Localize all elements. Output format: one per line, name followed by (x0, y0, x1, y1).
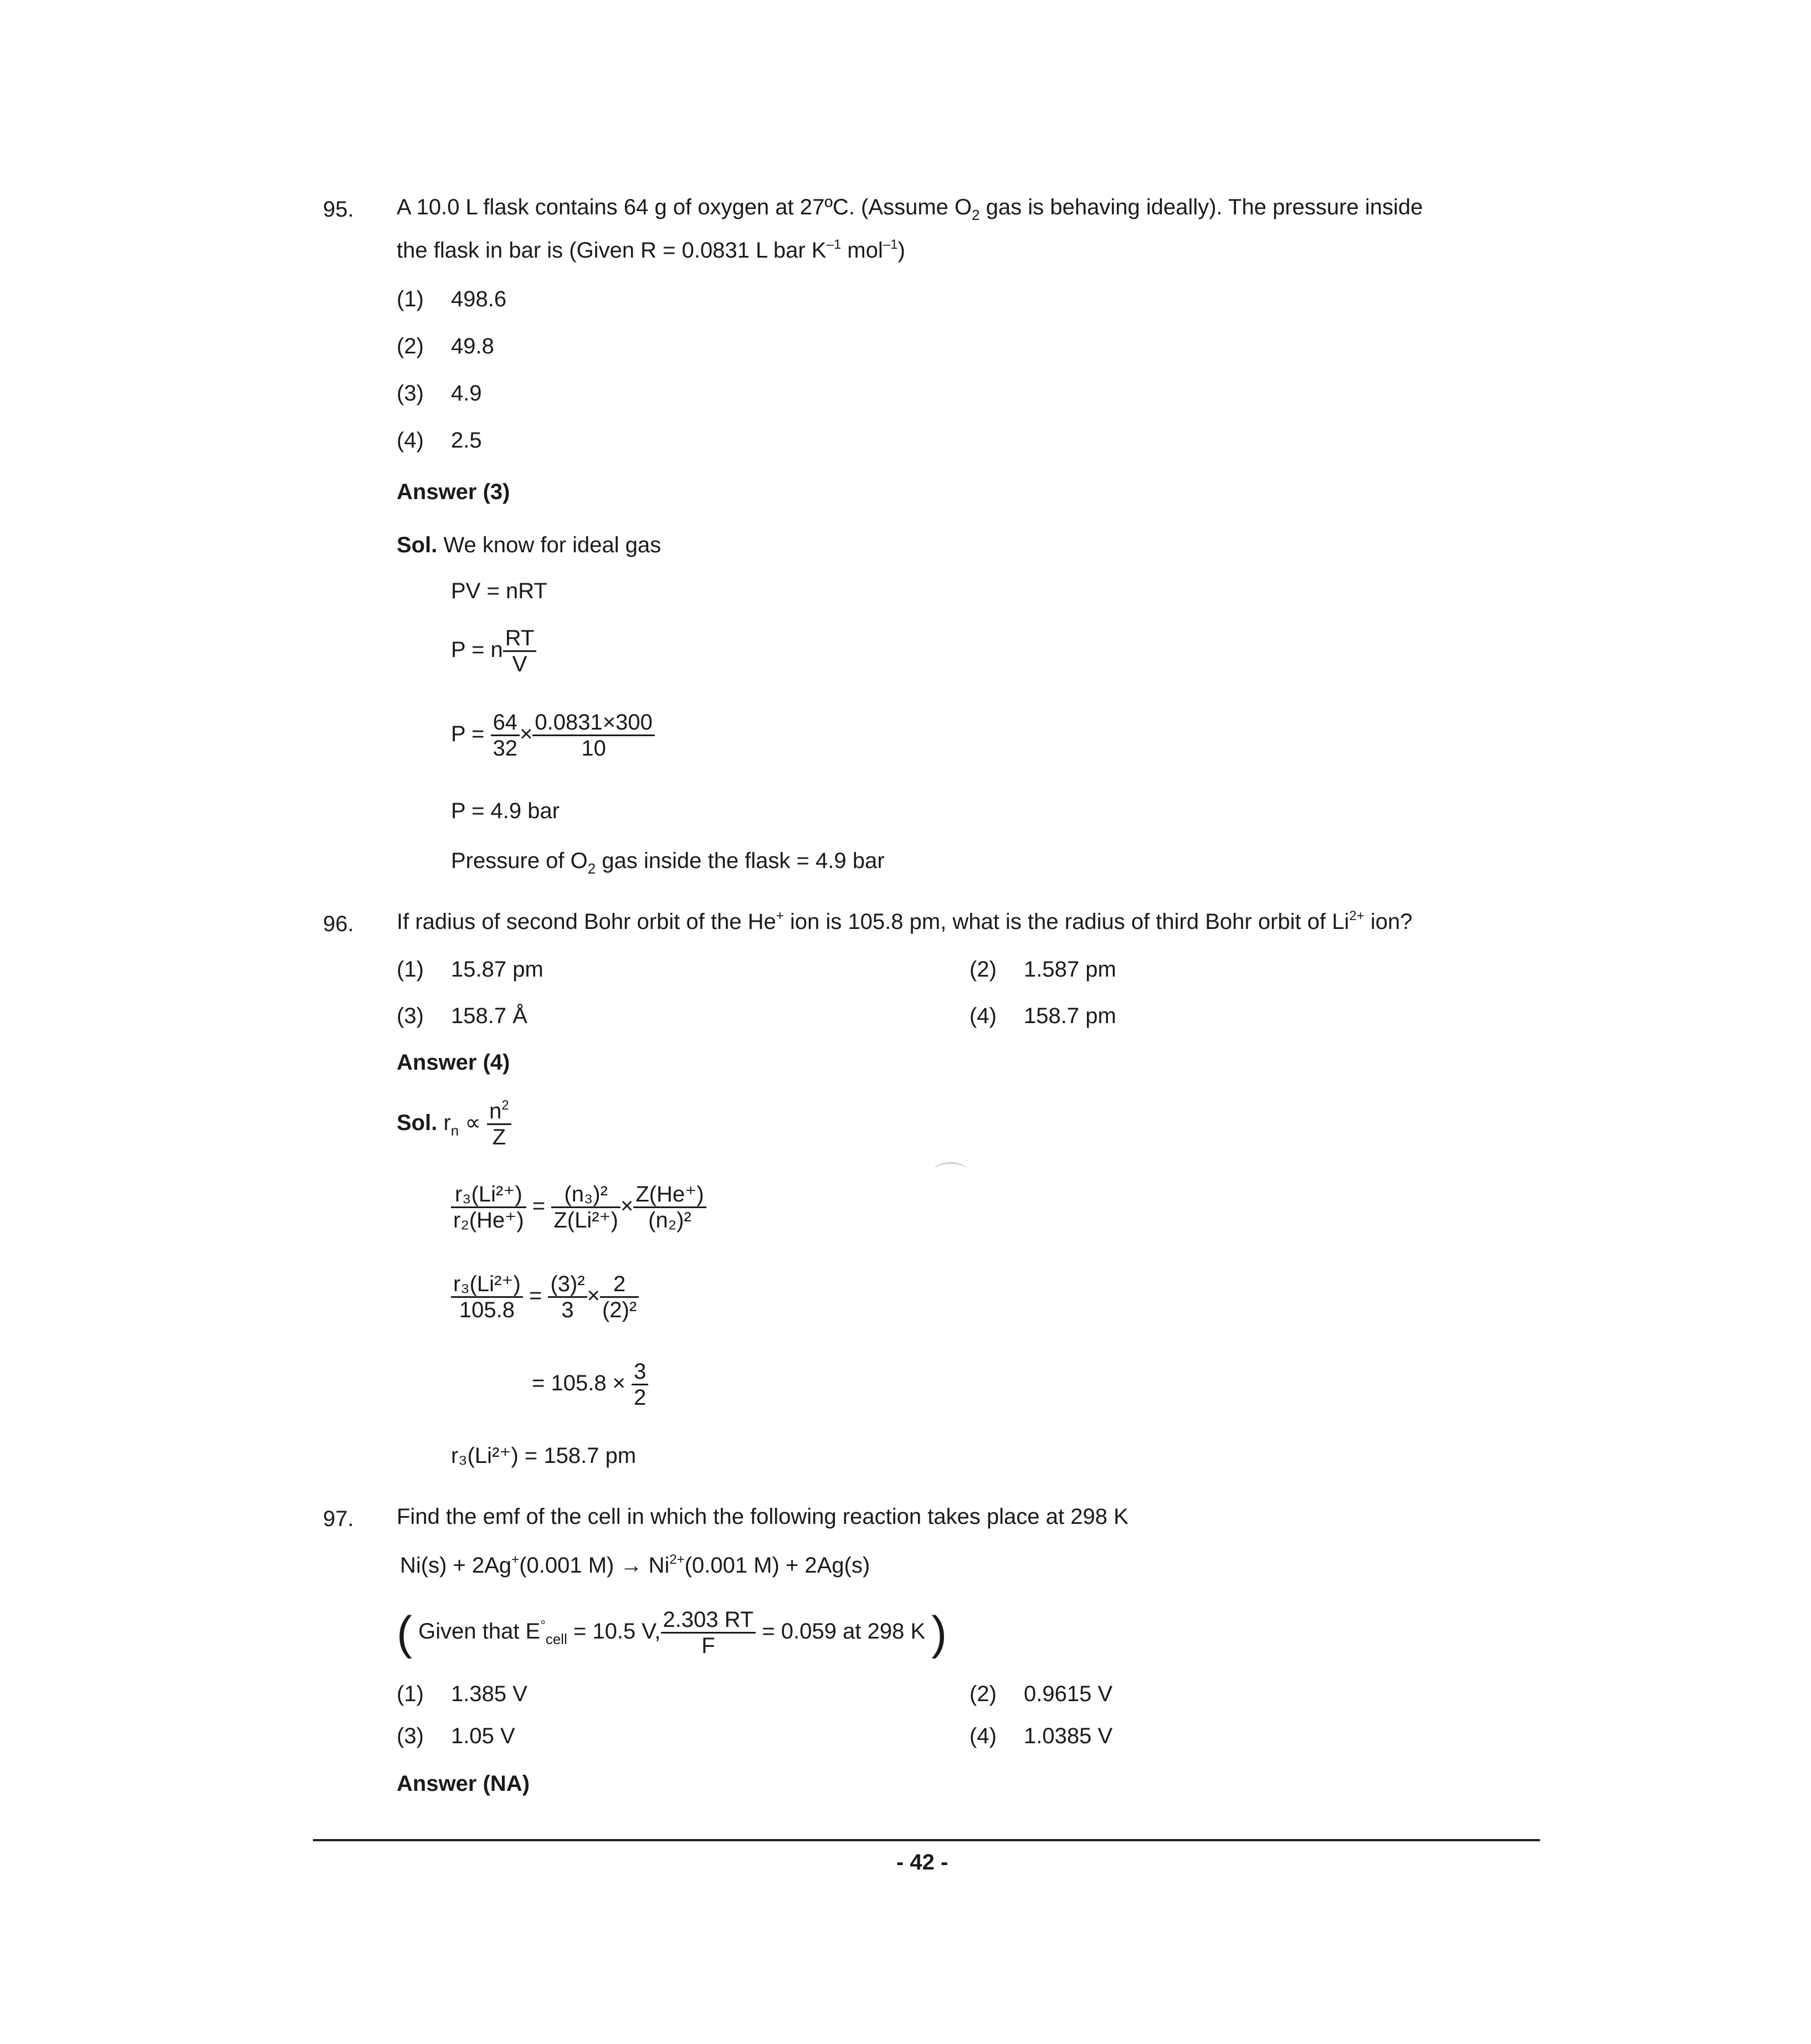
times-sign: × (587, 1283, 601, 1308)
equation-p-n-rt-over-v (451, 626, 536, 676)
q95-text-b: gas is behaving ideally). The pressure inside (979, 195, 1423, 219)
o2-subscript: 2 (587, 860, 596, 877)
equation-ratio-general (451, 1182, 706, 1232)
question-number-97: 97. (323, 1507, 354, 1531)
option-row (397, 286, 424, 312)
times-sign: × (520, 722, 533, 747)
fraction (451, 1272, 523, 1322)
numerator: r₃(Li²⁺) (451, 1272, 523, 1298)
reaction-part-c: (0.001 M) + 2Ag(s) (684, 1553, 870, 1578)
option-label: (3) (397, 381, 424, 405)
question-95-text-line-1 (397, 194, 1423, 223)
solution-95-intro (397, 532, 661, 558)
numerator: (n₃)² (551, 1182, 620, 1208)
denominator: (2)² (602, 1298, 637, 1322)
given-condition (397, 1608, 947, 1658)
scan-smudge (934, 1162, 967, 1178)
equals-sign: = (529, 1283, 542, 1308)
option-text: 158.7 Å (451, 1004, 527, 1028)
option-text: 15.87 pm (451, 957, 543, 982)
denominator: Z (492, 1125, 506, 1149)
solution-label: Sol. (397, 533, 438, 557)
denominator: F (701, 1634, 715, 1658)
denominator: 105.8 (459, 1298, 515, 1322)
option-text: 4.9 (451, 381, 482, 405)
denominator: 10 (581, 736, 606, 761)
conclusion-text-b: gas inside the flask = 4.9 bar (596, 849, 885, 873)
option-label: (4) (397, 428, 424, 453)
standard-symbol: ° (540, 1618, 546, 1634)
q95-o2-subscript: 2 (972, 207, 980, 223)
q96-text-c: ion? (1364, 910, 1413, 934)
option-label: (2) (397, 334, 424, 358)
option-text: 1.587 pm (1024, 957, 1116, 982)
given-text-a: Given that E (418, 1619, 541, 1644)
numerator: 2 (600, 1272, 639, 1298)
fraction (632, 1359, 648, 1410)
fraction (487, 1099, 511, 1149)
reaction-part-b: (0.001 M) → Ni (519, 1553, 670, 1578)
equation-intermediate (532, 1359, 648, 1410)
equation-p-result: P = 4.9 bar (451, 799, 560, 823)
li-charge: 2+ (1349, 908, 1364, 923)
denominator: 32 (492, 736, 518, 761)
reaction-part-a: Ni(s) + 2Ag (400, 1553, 512, 1578)
fraction (548, 1272, 587, 1322)
option-row (397, 380, 424, 407)
r-symbol: r (443, 1111, 451, 1136)
cell-subscript: cell (545, 1631, 567, 1648)
option-label: (2) (969, 957, 997, 982)
equals-sign: = (532, 1194, 546, 1219)
n-exponent: 2 (501, 1098, 509, 1113)
option-text: 1.05 V (451, 1724, 515, 1748)
q95-text-d: mol (841, 238, 883, 263)
denominator: Z(Li²⁺) (553, 1208, 618, 1232)
answer-96: Answer (4) (397, 1050, 510, 1075)
fraction (451, 1182, 526, 1232)
close-paren: ) (931, 1606, 947, 1659)
fraction (491, 710, 520, 761)
question-96-text (397, 908, 1413, 935)
option-label: (1) (397, 1682, 424, 1706)
r-subscript: n (450, 1122, 459, 1139)
fraction (503, 626, 537, 676)
equation-ratio-values (451, 1272, 639, 1322)
numerator: Z(He⁺) (633, 1182, 706, 1208)
answer-97: Answer (NA) (397, 1771, 530, 1796)
option-text: 158.7 pm (1024, 1004, 1116, 1028)
eq-lhs: = 105.8 × (532, 1371, 626, 1396)
question-number-95: 95. (323, 197, 354, 222)
proportional-sign: ∝ (465, 1111, 481, 1136)
page-number: - 42 - (896, 1850, 948, 1874)
question-97-text: Find the emf of the cell in which the following reaction takes place at 298 K (397, 1504, 1128, 1529)
option-label: (3) (397, 1724, 424, 1748)
option-row (397, 427, 424, 454)
given-text-b: = 10.5 V, (567, 1619, 661, 1644)
ag-charge: + (511, 1552, 520, 1567)
question-number-96: 96. (323, 912, 354, 936)
times-sign: × (620, 1194, 634, 1219)
denominator: V (512, 652, 527, 676)
numerator: 2.303 RT (661, 1608, 756, 1634)
numerator: (3)² (548, 1272, 587, 1298)
conclusion-text-a: Pressure of O (451, 849, 588, 873)
q95-mol-exponent: –1 (883, 237, 898, 252)
denominator: 2 (634, 1385, 647, 1410)
footer-divider (313, 1839, 1540, 1841)
fraction (551, 1182, 620, 1232)
denominator: 3 (561, 1298, 574, 1322)
numerator: RT (503, 626, 537, 652)
equation-result-96: r₃(Li²⁺) = 158.7 pm (451, 1444, 637, 1468)
option-text: 49.8 (451, 334, 494, 358)
option-text: 0.9615 V (1024, 1682, 1113, 1706)
open-paren: ( (397, 1606, 412, 1659)
option-label: (4) (969, 1724, 997, 1748)
solution-96-proportionality (397, 1099, 511, 1149)
option-label: (2) (969, 1682, 997, 1706)
fraction (532, 710, 654, 761)
answer-95: Answer (3) (397, 480, 510, 504)
numerator (487, 1099, 511, 1125)
option-label: (1) (397, 957, 424, 982)
numerator: 0.0831×300 (532, 710, 654, 736)
reaction-equation (400, 1552, 870, 1579)
solution-95-conclusion (451, 848, 885, 877)
ni-charge: 2+ (669, 1552, 685, 1567)
denominator: (n₂)² (648, 1208, 691, 1232)
option-row (397, 333, 424, 360)
q95-text-a: A 10.0 L flask contains 64 g of oxygen at 27ºC. (Assume O (397, 195, 972, 219)
fraction (600, 1272, 639, 1322)
fraction (633, 1182, 706, 1232)
equation-pv-nrt: PV = nRT (451, 579, 547, 603)
option-label: (1) (397, 287, 424, 311)
he-charge: + (776, 908, 784, 923)
option-text: 2.5 (451, 428, 482, 453)
option-text: 1.385 V (451, 1682, 527, 1706)
eq-lhs: P = (451, 722, 485, 747)
solution-intro-text: We know for ideal gas (443, 533, 661, 557)
equation-p-calculation (451, 710, 655, 761)
given-text-c: = 0.059 at 298 K (756, 1619, 926, 1644)
question-95-text-line-2 (397, 237, 905, 264)
option-label: (4) (969, 1004, 997, 1028)
numerator: 3 (632, 1359, 648, 1385)
q96-text-a: If radius of second Bohr orbit of the He (397, 910, 776, 934)
q95-text-e: ) (897, 238, 905, 263)
option-text: 1.0385 V (1024, 1724, 1113, 1748)
fraction (661, 1608, 756, 1658)
solution-label: Sol. (397, 1111, 438, 1136)
numerator: r₃(Li²⁺) (451, 1182, 526, 1208)
denominator: r₂(He⁺) (453, 1208, 524, 1232)
q95-text-c: the flask in bar is (Given R = 0.0831 L bar K (397, 238, 827, 263)
n-symbol: n (489, 1099, 502, 1123)
q96-text-b: ion is 105.8 pm, what is the radius of third Bohr orbit of Li (783, 910, 1350, 934)
option-text: 498.6 (451, 287, 507, 311)
option-label: (3) (397, 1004, 424, 1028)
numerator: 64 (491, 710, 520, 736)
q95-k-exponent: –1 (826, 237, 842, 252)
eq-lhs: P = n (451, 638, 503, 662)
